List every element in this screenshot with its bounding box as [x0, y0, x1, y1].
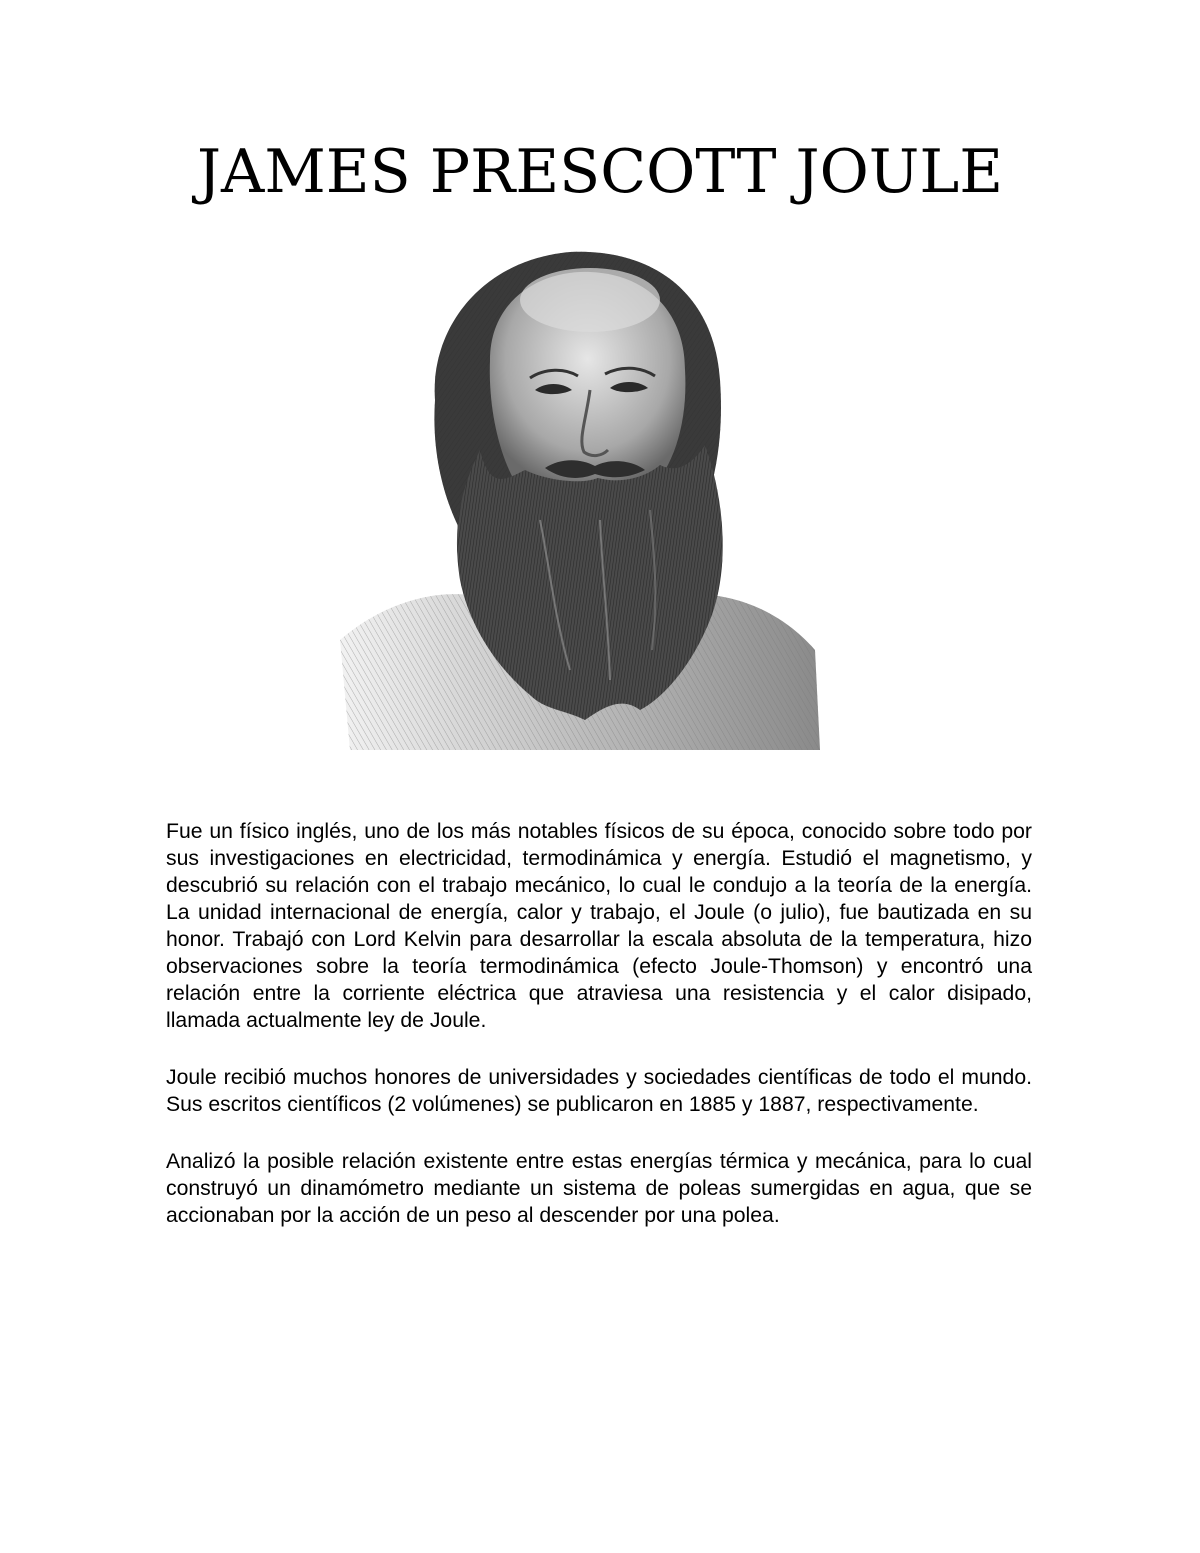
article-body	[166, 818, 1032, 1259]
page-title: JAMES PRESCOTT JOULE	[196, 137, 1003, 207]
paragraph-2: Joule recibió muchos honores de universidades y sociedades científicas de todo el mundo. Sus escritos científicos (2 volúmenes) se publicaron en 1885 y 1887, respectivamente.	[166, 1066, 1032, 1116]
paragraph-3: Analizó la posible relación existente entre estas energías térmica y mecánica, para lo cual construyó un dinamómetro mediante un sistema de poleas sumergidas en agua, que se accionaban por la acción de un peso al descender por una polea.	[166, 1150, 1032, 1227]
portrait-image	[340, 240, 820, 750]
paragraph-1: Fue un físico inglés, uno de los más notables físicos de su época, conocido sobre todo por sus investigaciones en electricidad, termodinámica y energía. Estudió el magnetismo, y descubrió su relación con el trabajo mecánico, lo cual le condujo a la teoría de la energía. La unidad internacional de energía, calor y trabajo, el Joule (o julio), fue bautizada en su honor. Trabajó con Lord Kelvin para desarrollar la escala absoluta de la temperatura, hizo observaciones sobre la teoría termodinámica (efecto Joule-Thomson) y encontró una relación entre la corriente eléctrica que atraviesa una resistencia y el calor disipado, llamada actualmente ley de Joule.	[166, 820, 1032, 1032]
